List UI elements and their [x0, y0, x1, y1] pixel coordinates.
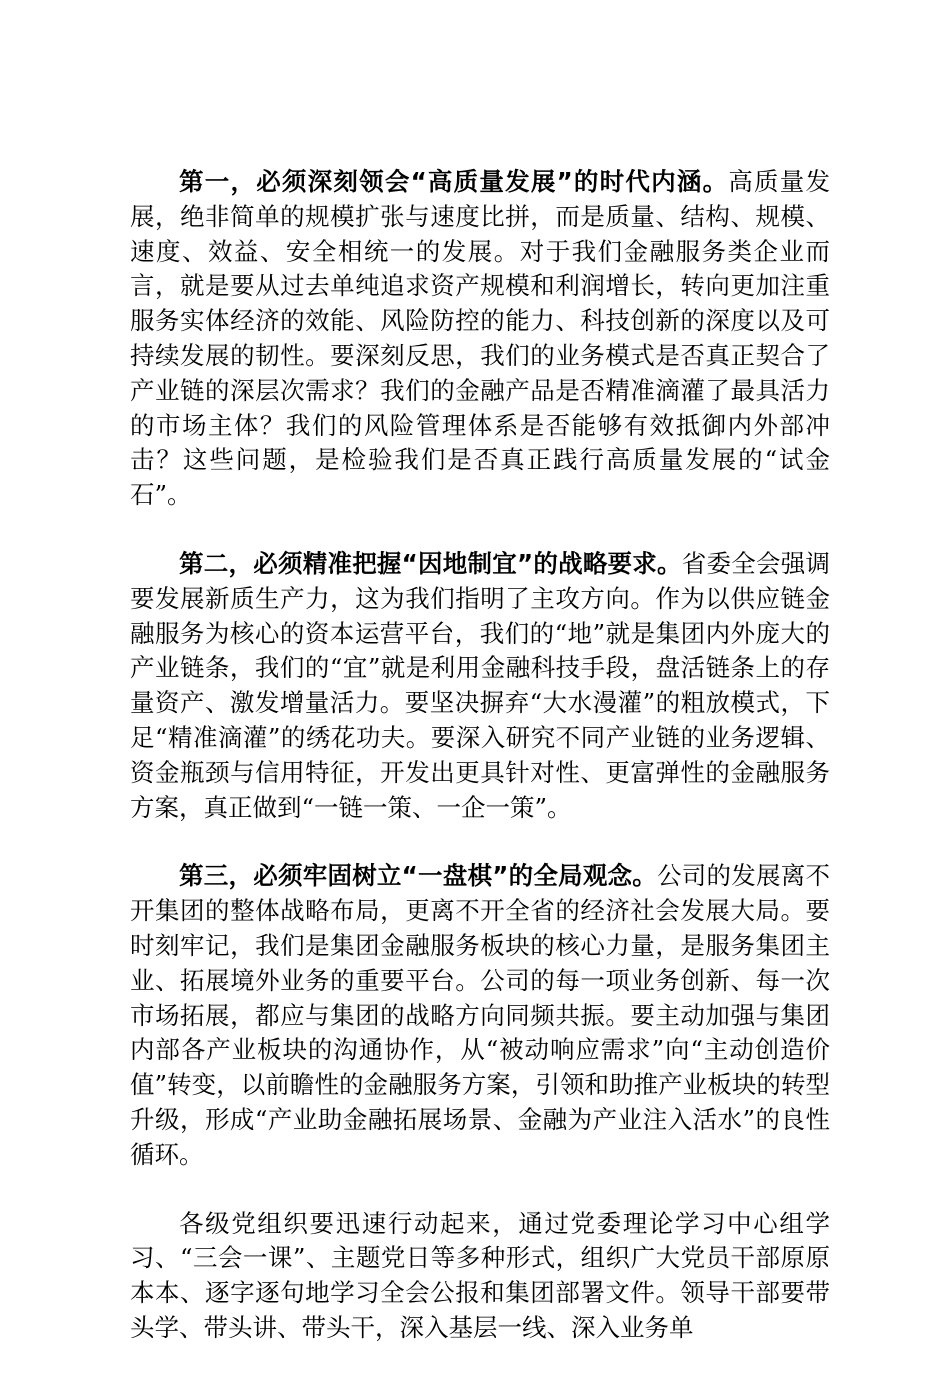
paragraph-3-heading: 第三，必须牢固树立“一盘棋”的全局观念。: [179, 861, 658, 891]
paragraph-2-body: 省委全会强调要发展新质生产力，这为我们指明了主攻方向。作为以供应链金融服务为核心的资本运营平台，我们的“地”就是集团内外庞大的产业链条，我们的“宜”就是利用金融科技手段，盘活链条上的存量资产、激发增量活力。要坚决摒弃“大水漫灌”的粗放模式，下足“精准滴灌”的绣花功夫。要深入研究不同产业链的业务逻辑、资金瓶颈与信用特征，开发出更具针对性、更富弹性的金融服务方案，真正做到“一链一策、一企一策”。: [130, 548, 831, 822]
paragraph-1-body: 高质量发展，绝非简单的规模扩张与速度比拼，而是质量、结构、规模、速度、效益、安全相统一的发展。对于我们金融服务类企业而言，就是要从过去单纯追求资产规模和利润增长，转向更加注重服务实体经济的效能、风险防控的能力、科技创新的深度以及可持续发展的韧性。要深刻反思，我们的业务模式是否真正契合了产业链的深层次需求？我们的金融产品是否精准滴灌了最具活力的市场主体？我们的风险管理体系是否能够有效抵御内外部冲击？这些问题，是检验我们是否真正践行高质量发展的“试金石”。: [130, 167, 831, 510]
paragraph-3: [130, 859, 830, 1172]
paragraph-2-heading: 第二，必须精准把握“因地制宜”的战略要求。: [179, 548, 682, 578]
paragraph-1-heading: 第一，必须深刻领会“高质量发展”的时代内涵。: [179, 167, 729, 196]
paragraph-4: [130, 1207, 830, 1346]
document-page: [130, 165, 830, 1380]
paragraph-2: [130, 547, 830, 825]
paragraph-3-body: 公司的发展离不开集团的整体战略布局，更离不开全省的经济社会发展大局。要时刻牢记，我们是集团金融服务板块的核心力量，是服务集团主业、拓展境外业务的重要平台。公司的每一项业务创新、每一次市场拓展，都应与集团的战略方向同频共振。要主动加强与集团内部各产业板块的沟通协作，从“被动响应需求”向“主动创造价值”转变，以前瞻性的金融服务方案，引领和助推产业板块的转型升级，形成“产业助金融拓展场景、金融为产业注入活水”的良性循环。: [130, 861, 830, 1169]
paragraph-4-body: 各级党组织要迅速行动起来，通过党委理论学习中心组学习、“三会一课”、主题党日等多种形式，组织广大党员干部原原本本、逐字逐句地学习全会公报和集团部署文件。领导干部要带头学、带头讲、带头干，深入基层一线、深入业务单: [130, 1208, 830, 1342]
paragraph-1: [130, 165, 830, 513]
